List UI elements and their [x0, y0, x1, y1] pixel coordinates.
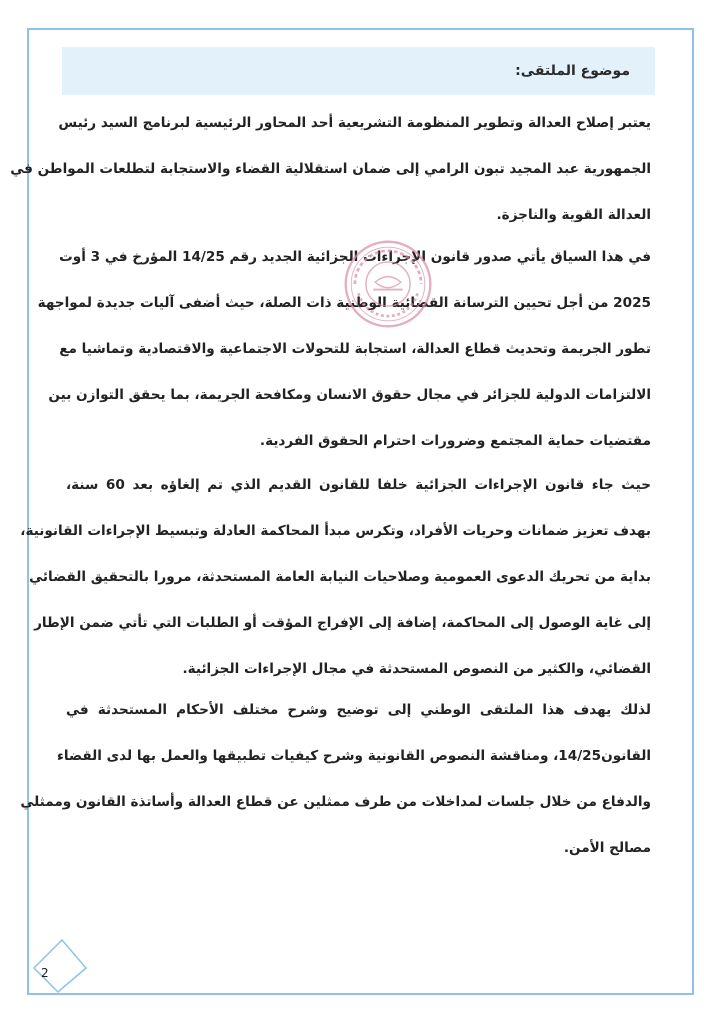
- text-line: في هذا السياق يأتي صدور قانون الإجراءات الجزائية الجديد رقم 14/25 المؤرخ في 3 أوت: [59, 249, 651, 265]
- text-line: إلى غاية الوصول إلى المحاكمة، إضافة إلى الإفراج المؤقت أو الطلبات التي تأتي ضمن الإطار: [34, 615, 651, 631]
- paragraph-law: [20, 462, 651, 692]
- text-line: القضائي، والكثير من النصوص المستحدثة في مجال الإجراءات الجزائية.: [182, 661, 651, 677]
- page-corner-diamond-icon: [28, 934, 88, 994]
- text-line: حيث جاء قانون الإجراءات الجزائية خلفا للقانون القديم الذي تم إلغاؤه بعد 60 سنة،: [66, 477, 651, 493]
- paragraph-objective: [20, 687, 651, 871]
- text-line: العدالة القوية والناجزة.: [496, 207, 651, 223]
- text-line: يعتبر إصلاح العدالة وتطوير المنظومة التشريعية أحد المحاور الرئيسية لبرنامج السيد رئيس: [58, 115, 651, 131]
- text-line: الجمهورية عبد المجيد تبون الرامي إلى ضمان استقلالية القضاء والاستجابة لتطلعات المواطن في: [10, 161, 651, 177]
- topic-heading: موضوع الملتقى:: [515, 63, 630, 79]
- text-line: القانون14/25، ومناقشة النصوص القانونية وشرح كيفيات تطبيقها والعمل بها لدى القضاء: [56, 748, 651, 764]
- page-number: 2: [41, 966, 49, 980]
- text-line: لذلك يهدف هذا الملتقى الوطني إلى توضيح وشرح مختلف الأحكام المستحدثة في: [66, 702, 651, 718]
- text-line: الالتزامات الدولية للجزائر في مجال حقوق الانسان ومكافحة الجريمة، بما يحقق التوازن بين: [48, 387, 651, 403]
- text-line: والدفاع من خلال جلسات لمداخلات من طرف ممثلين عن قطاع العدالة وأساتذة القانون وممثلي: [20, 794, 651, 810]
- text-line: بداية من تحريك الدعوى العمومية وصلاحيات النيابة العامة المستحدثة، مرورا بالتحقيق القضائي: [29, 569, 651, 585]
- text-line: 2025 من أجل تحيين الترسانة القضائية الوطنية ذات الصلة، حيث أضفى آليات جديدة لمواجهة: [37, 295, 651, 311]
- text-line: مصالح الأمن.: [563, 840, 651, 856]
- official-seal-icon: [342, 238, 434, 330]
- text-line: مقتضيات حماية المجتمع وضرورات احترام الحقوق الفردية.: [259, 433, 651, 449]
- paragraph-intro: [10, 100, 651, 238]
- text-line: بهدف تعزيز ضمانات وحريات الأفراد، وتكرس مبدأ المحاكمة العادلة وتبسيط الإجراءات القانونية،: [20, 523, 651, 539]
- text-line: تطور الجريمة وتحديث قطاع العدالة، استجابة للتحولات الاجتماعية والاقتصادية وتماشيا مع: [59, 341, 651, 357]
